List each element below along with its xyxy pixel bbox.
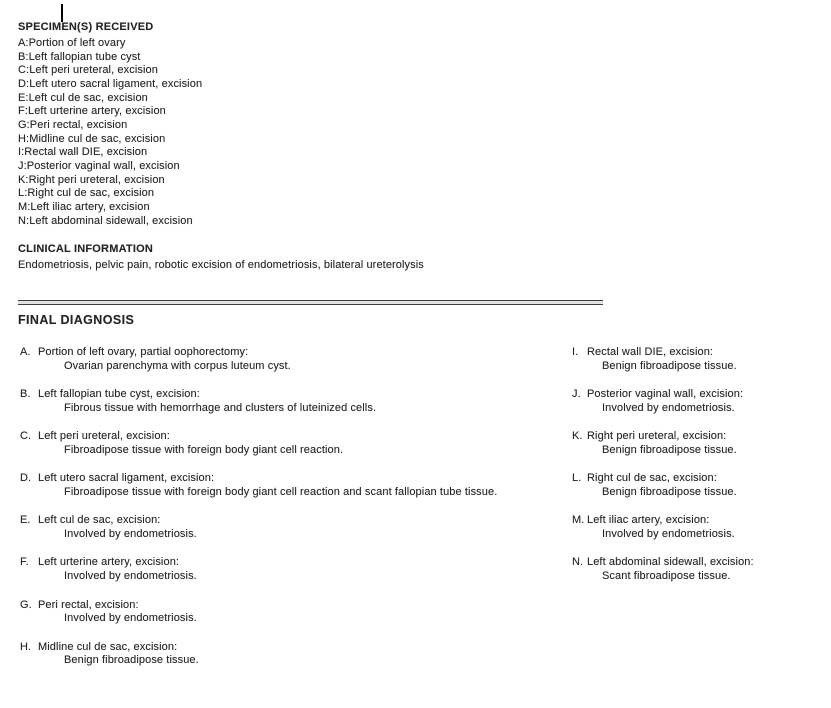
specimen-line-j: J:Posterior vaginal wall, excision [18,159,180,172]
diagnosis-item-h [20,641,570,669]
section-divider-double-rule [18,300,603,305]
diagnosis-title: Midline cul de sac, excision: [38,640,178,653]
diagnosis-letter: K. [572,430,583,443]
specimen-line-d: D:Left utero sacral ligament, excision [18,77,203,90]
diagnosis-finding: Fibrous tissue with hemorrhage and clusters of luteinized cells. [64,401,377,414]
diagnosis-letter: J. [572,388,581,401]
specimen-line-k: K:Right peri ureteral, excision [18,173,165,186]
diagnosis-finding: Benign fibroadipose tissue. [64,654,199,667]
specimen-line-f: F:Left urterine artery, excision [18,105,166,118]
diagnosis-title: Left iliac artery, excision: [587,514,710,527]
diagnosis-item-k [572,430,828,458]
diagnosis-title: Right cul de sac, excision: [587,472,717,485]
diagnosis-finding: Involved by endometriosis. [602,401,735,414]
diagnosis-item-l [572,472,828,500]
diagnosis-letter: G. [20,598,32,611]
diagnosis-finding: Involved by endometriosis. [64,528,197,541]
specimen-line-c: C:Left peri ureteral, excision [18,64,158,77]
diagnosis-title: Left cul de sac, excision: [38,514,161,527]
diagnosis-finding: Fibroadipose tissue with foreign body giant cell reaction. [64,443,344,456]
specimen-line-l: L:Right cul de sac, excision [18,187,155,200]
diagnosis-item-c [20,430,570,458]
specimens-received-heading: SPECIMEN(S) RECEIVED [18,21,154,33]
diagnosis-finding: Benign fibroadipose tissue. [602,443,737,456]
diagnosis-letter: F. [20,556,29,569]
diagnosis-item-j [572,388,828,416]
diagnosis-letter: E. [20,514,31,527]
diagnosis-title: Posterior vaginal wall, excision: [587,388,744,401]
final-diagnosis-left-column [20,346,570,683]
diagnosis-item-g [20,599,570,627]
diagnosis-finding: Involved by endometriosis. [64,612,197,625]
diagnosis-letter: N. [572,556,584,569]
diagnosis-title: Peri rectal, excision: [38,598,139,611]
diagnosis-finding: Involved by endometriosis. [64,570,197,583]
diagnosis-letter: I. [572,346,579,358]
diagnosis-letter: M. [572,514,585,527]
diagnosis-title: Left fallopian tube cyst, excision: [38,388,200,401]
diagnosis-title: Left peri ureteral, excision: [38,430,170,443]
diagnosis-title: Left abdominal sidewall, excision: [587,556,754,569]
diagnosis-finding: Benign fibroadipose tissue. [602,486,737,499]
diagnosis-title: Right peri ureteral, excision: [587,430,727,443]
specimen-line-a: A:Portion of left ovary [18,37,126,49]
specimen-line-i: I:Rectal wall DIE, excision [18,146,148,159]
diagnosis-item-a [20,346,570,374]
diagnosis-item-d [20,472,570,500]
specimen-line-e: E:Left cul de sac, excision [18,91,148,104]
diagnosis-letter: C. [20,430,32,443]
diagnosis-title: Left utero sacral ligament, excision: [38,472,215,485]
diagnosis-finding: Ovarian parenchyma with corpus luteum cyst. [64,359,291,372]
text-caret [61,4,63,22]
specimen-line-m: M:Left iliac artery, excision [18,200,150,213]
clinical-information-text: Endometriosis, pelvic pain, robotic excision of endometriosis, bilateral ureterolysis [18,259,424,271]
diagnosis-letter: A. [20,346,31,358]
diagnosis-letter: D. [20,472,32,485]
final-diagnosis-right-column [572,346,828,599]
diagnosis-item-f [20,556,570,584]
diagnosis-item-e [20,514,570,542]
specimen-line-b: B:Left fallopian tube cyst [18,50,141,63]
diagnosis-finding: Fibroadipose tissue with foreign body giant cell reaction and scant fallopian tube tissue. [64,486,498,499]
specimen-line-g: G:Peri rectal, excision [18,118,128,131]
diagnosis-finding: Involved by endometriosis. [602,528,735,541]
diagnosis-letter: H. [20,640,32,653]
diagnosis-finding: Benign fibroadipose tissue. [602,359,737,372]
diagnosis-item-m [572,514,828,542]
specimen-line-n: N:Left abdominal sidewall, excision [18,214,193,227]
clinical-information-heading: CLINICAL INFORMATION [18,243,153,255]
specimen-line-h: H:Midline cul de sac, excision [18,132,166,145]
diagnosis-item-i [572,346,828,374]
final-diagnosis-heading: FINAL DIAGNOSIS [18,313,135,327]
diagnosis-letter: L. [572,472,582,485]
diagnosis-title: Portion of left ovary, partial oophorectomy: [38,346,249,358]
specimens-received-section [18,21,202,228]
diagnosis-letter: B. [20,388,31,401]
specimens-received-list [18,37,202,228]
diagnosis-item-n [572,556,828,584]
diagnosis-title: Left urterine artery, excision: [38,556,180,569]
diagnosis-finding: Scant fibroadipose tissue. [602,570,731,583]
clinical-information-section [18,243,424,273]
diagnosis-item-b [20,388,570,416]
diagnosis-title: Rectal wall DIE, excision: [587,346,714,358]
